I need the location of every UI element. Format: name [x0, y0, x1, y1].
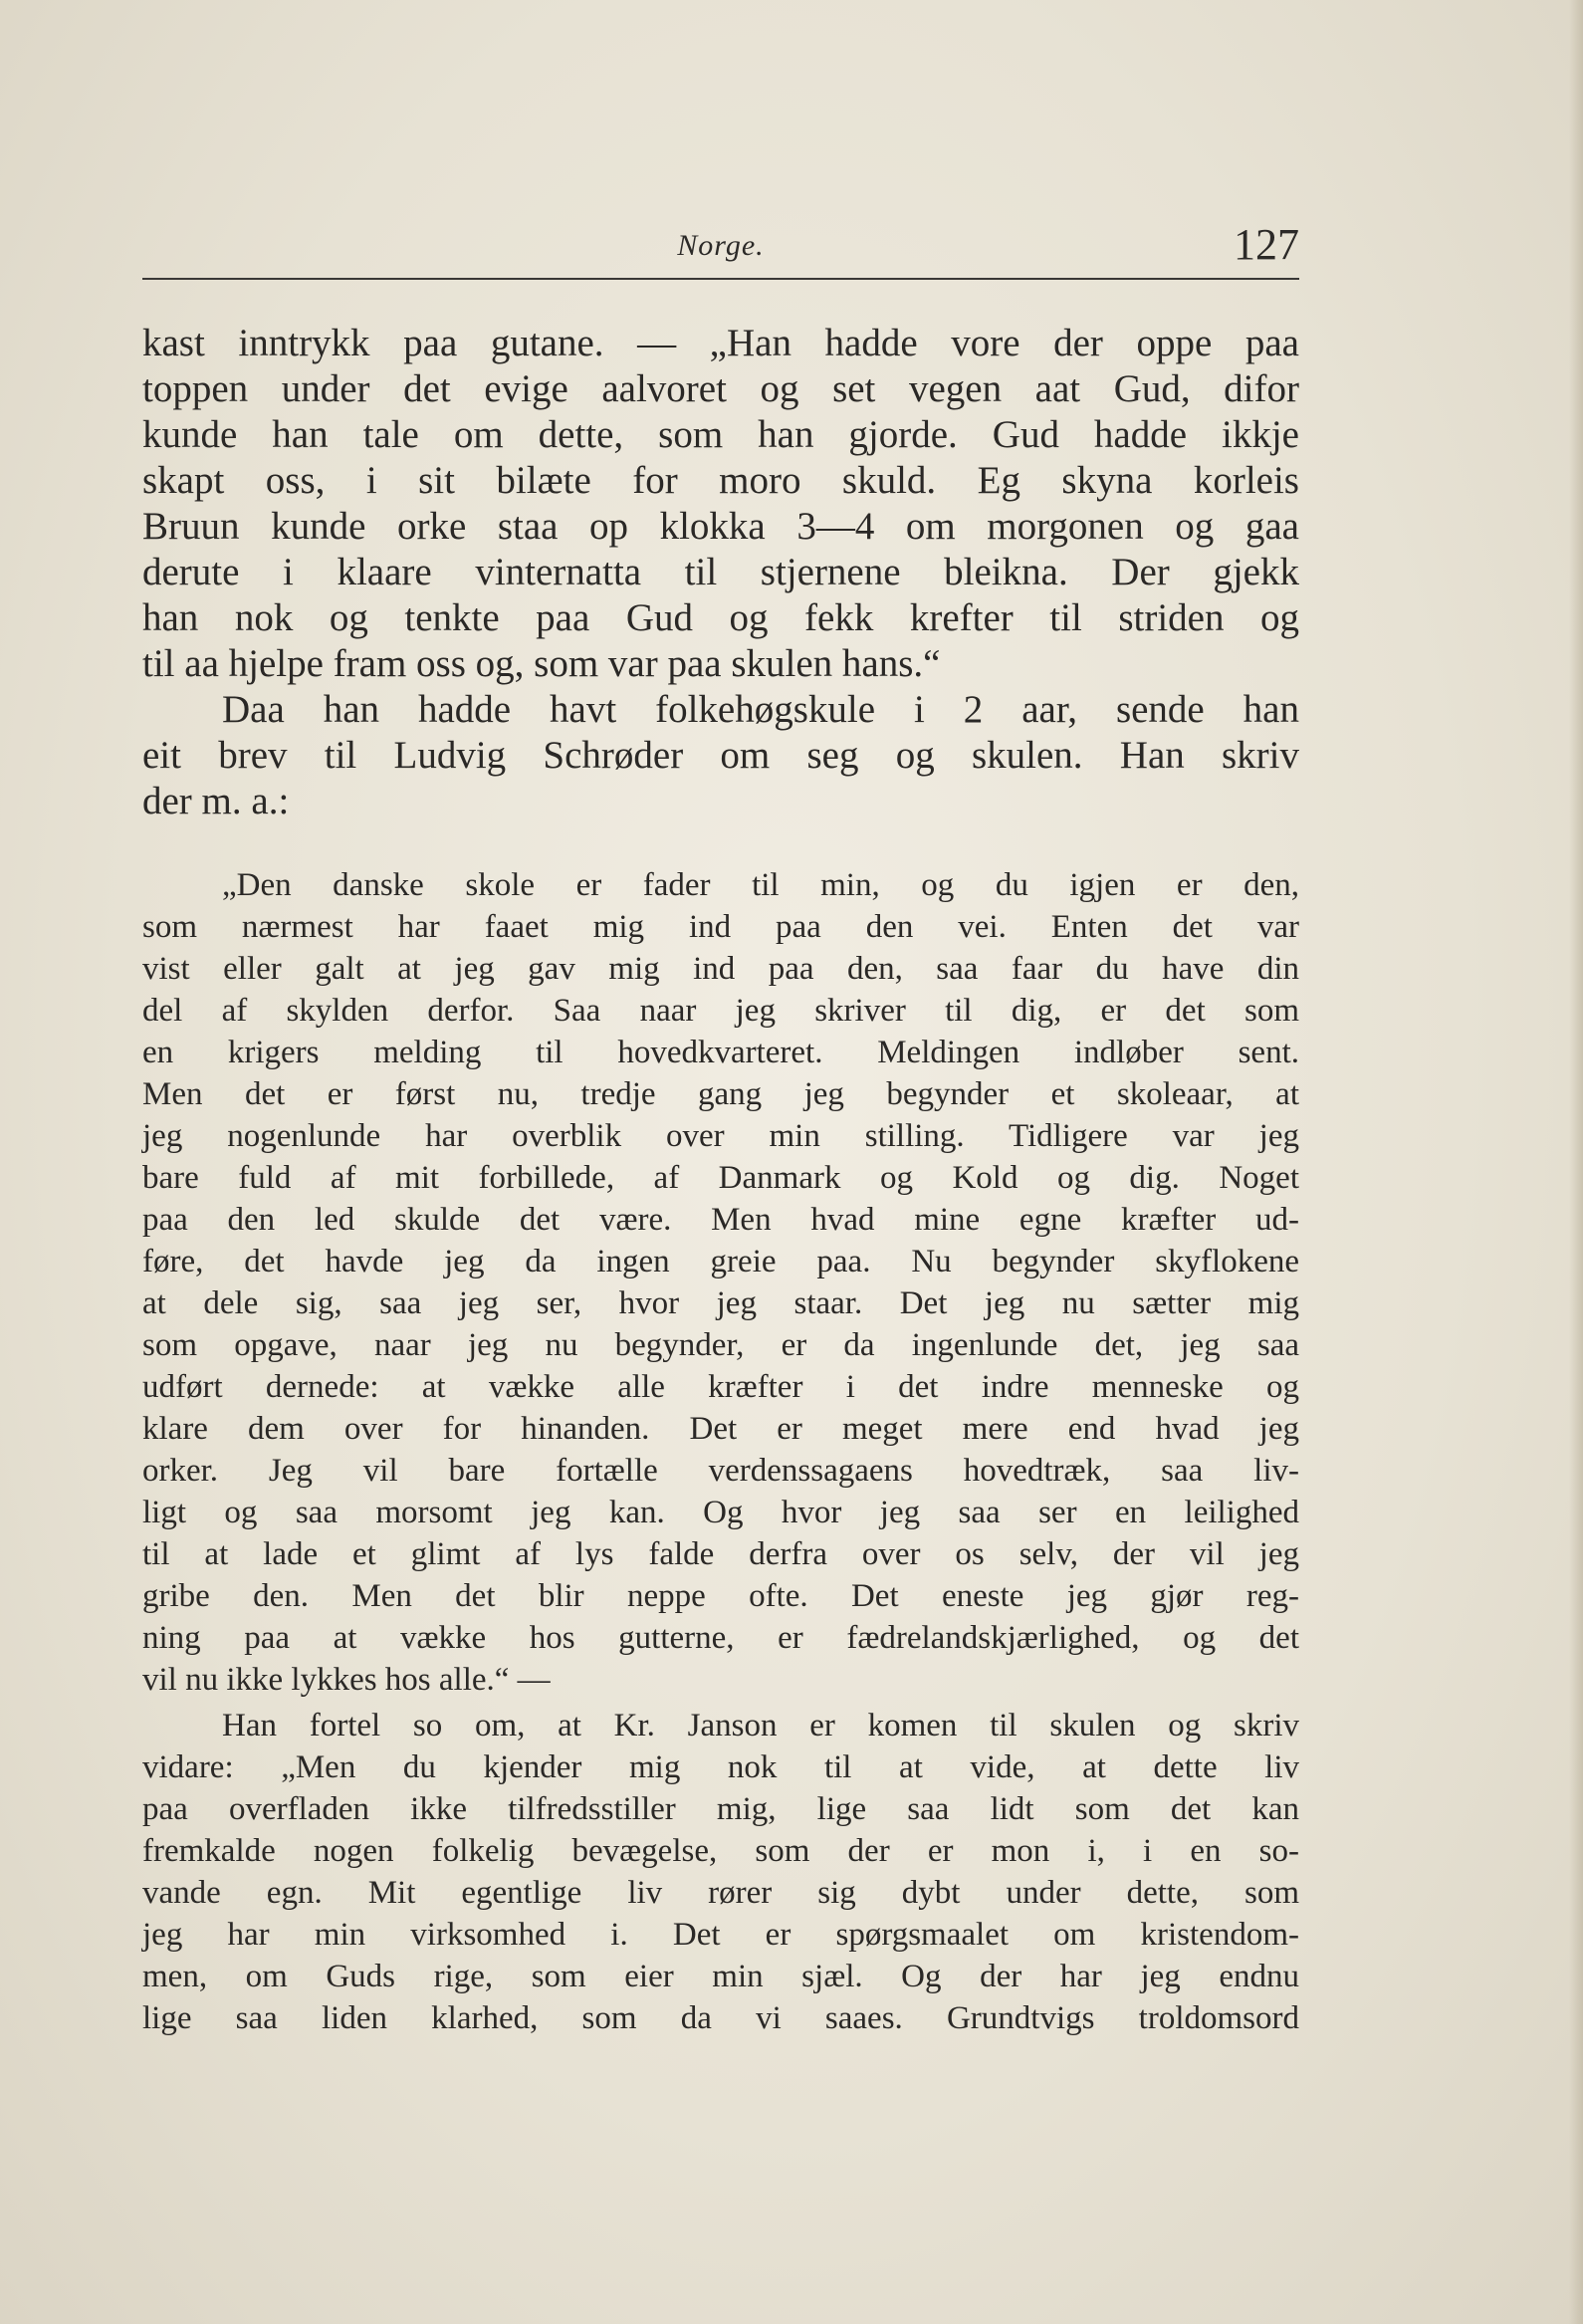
text-line: lige saa liden klarhed, som da vi saaes. Grundtvigs troldomsord [142, 2000, 1299, 2036]
text-line: jeg har min virksomhed i. Det er spørgsmaalet om kristendom- [142, 1917, 1299, 1953]
text-line: fremkalde nogen folkelig bevægelse, som der er mon i, i en so- [142, 1833, 1299, 1869]
text-line: der m. a.: [142, 780, 290, 822]
quote-line: ligt og saa morsomt jeg kan. Og hvor jeg saa ser en leilighed [142, 1495, 1299, 1530]
quote-line: som nærmest har faaet mig ind paa den vei. Enten det var [142, 909, 1299, 945]
quote-line: orker. Jeg vil bare fortælle verdenssagaens hovedtræk, saa liv- [142, 1453, 1299, 1489]
text-line: Han fortel so om, at Kr. Janson er komen til skulen og skriv [222, 1708, 1299, 1743]
text-line: kast inntrykk paa gutane. — „Han hadde vore der oppe paa [142, 322, 1299, 364]
text-line: han nok og tenkte paa Gud og fekk krefter til striden og [142, 596, 1299, 639]
text-line: paa overfladen ikke tilfredsstiller mig, lige saa lidt som det kan [142, 1791, 1299, 1827]
quote-line: del af skylden derfor. Saa naar jeg skriver til dig, er det som [142, 993, 1299, 1029]
quote-line: jeg nogenlunde har overblik over min stilling. Tidligere var jeg [142, 1118, 1299, 1154]
quote-line: vil nu ikke lykkes hos alle.“ — [142, 1662, 551, 1698]
text-line: men, om Guds rige, som eier min sjæl. Og der har jeg endnu [142, 1959, 1299, 1994]
text-line: vande egn. Mit egentlige liv rører sig dybt under dette, som [142, 1875, 1299, 1911]
page-number: 127 [1234, 220, 1299, 269]
paragraph-3 [142, 1705, 1299, 2039]
text-line: skapt oss, i sit bilæte for moro skuld. Eg skyna korleis [142, 459, 1299, 502]
quote-line: føre, det havde jeg da ingen greie paa. Nu begynder skyflokene [142, 1244, 1299, 1279]
quote-line: at dele sig, saa jeg ser, hvor jeg staar. Det jeg nu sætter mig [142, 1285, 1299, 1321]
quote-line: klare dem over for hinanden. Det er meget mere end hvad jeg [142, 1411, 1299, 1447]
quote-line: gribe den. Men det blir neppe ofte. Det eneste jeg gjør reg- [142, 1578, 1299, 1614]
body-text [142, 321, 1299, 2039]
quote-line: udført dernede: at vække alle kræfter i det indre menneske og [142, 1369, 1299, 1405]
quote-line: vist eller galt at jeg gav mig ind paa den, saa faar du have din [142, 951, 1299, 987]
page-header [142, 209, 1299, 281]
text-line: eit brev til Ludvig Schrøder om seg og skulen. Han skriv [142, 734, 1299, 777]
text-line: Daa han hadde havt folkehøgskule i 2 aar, sende han [222, 688, 1299, 731]
quote-line: Men det er først nu, tredje gang jeg begynder et skoleaar, at [142, 1076, 1299, 1112]
text-line: derute i klaare vinternatta til stjernene bleikna. Der gjekk [142, 551, 1299, 593]
quote-line: en krigers melding til hovedkvarteret. Meldingen indløber sent. [142, 1035, 1299, 1070]
quote-line: til at lade et glimt af lys falde derfra over os selv, der vil jeg [142, 1536, 1299, 1572]
quote-line: „Den danske skole er fader til min, og du igjen er den, [222, 867, 1299, 903]
quote-line: paa den led skulde det være. Men hvad mine egne kræfter ud- [142, 1202, 1299, 1238]
text-line: vidare: „Men du kjender mig nok til at vide, at dette liv [142, 1749, 1299, 1785]
text-line: til aa hjelpe fram oss og, som var paa skulen hans.“ [142, 642, 941, 685]
text-line: toppen under det evige aalvoret og set vegen aat Gud, difor [142, 367, 1299, 410]
quote-line: som opgave, naar jeg nu begynder, er da ingenlunde det, jeg saa [142, 1327, 1299, 1363]
quote-line: ning paa at vække hos gutterne, er fædrelandskjærlighed, og det [142, 1620, 1299, 1656]
text-line: kunde han tale om dette, som han gjorde. Gud hadde ikkje [142, 413, 1299, 456]
header-rule [142, 278, 1299, 280]
quote-line: bare fuld af mit forbillede, af Danmark og Kold og dig. Noget [142, 1160, 1299, 1196]
running-title: Norge. [677, 229, 765, 262]
page-edge [1569, 0, 1583, 2324]
quoted-letter [142, 864, 1299, 1701]
paragraph-1 [142, 321, 1299, 824]
text-line: Bruun kunde orke staa op klokka 3—4 om morgonen og gaa [142, 505, 1299, 548]
